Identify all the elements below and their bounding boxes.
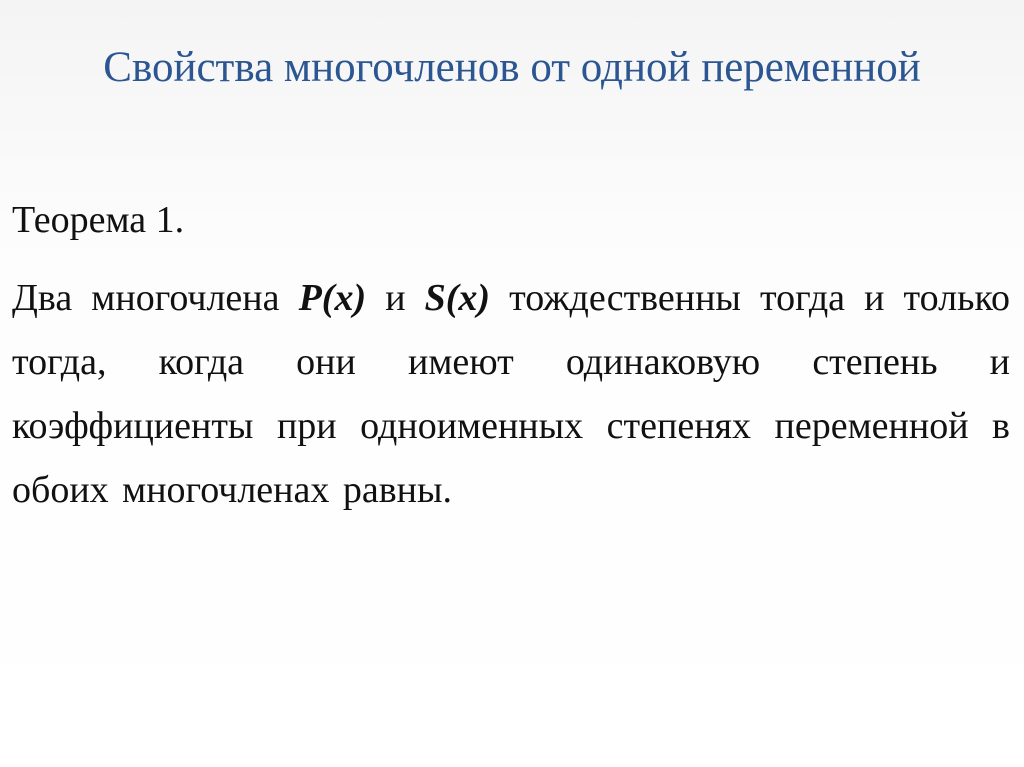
slide-title: Свойства многочленов от одной переменной (103, 44, 921, 91)
theorem-statement (12, 266, 1010, 522)
theorem-text-part-2: и (366, 277, 425, 319)
theorem-heading: Теорема 1. (12, 199, 185, 241)
polynomial-p: P(x) (298, 277, 367, 319)
polynomial-s: S(x) (424, 277, 491, 319)
theorem-text-part-3: тождественны тогда и только тогда, когда они имеют одинаковую степень и коэффициенты при одноименных степенях переменной в обоих многочленах равны. (12, 277, 1010, 511)
theorem-text-part-1: Два многочлена (12, 277, 299, 319)
